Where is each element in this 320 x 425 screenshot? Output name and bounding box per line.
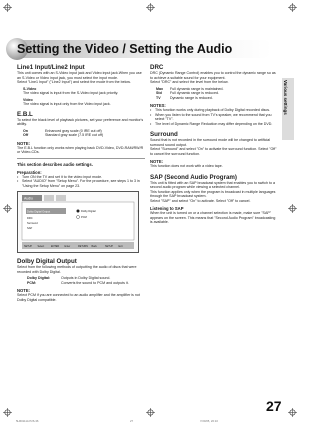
side-tab-label: Various settings (283, 80, 288, 115)
menu-option-pcm: PCM (81, 216, 87, 219)
page-title: Setting the Video / Setting the Audio (17, 42, 233, 56)
registration-mark-icon (146, 408, 155, 417)
drc-tv-label: TV (156, 95, 161, 100)
drc-max-label: Max (156, 86, 163, 91)
surround-note-label: NOTE: (150, 159, 164, 164)
menu-bottom-label: Select (37, 245, 45, 248)
menu-tab-audio: Audio (24, 196, 33, 201)
ebl-note-text: The E.B.L function only works when playing back DVD-Video, DVD-RAM/RW/R or Video-CDs. (17, 145, 144, 154)
prep-bullet-2: • Select "AUDIO" from "Setup Menu". For the procedure, see steps 1 to 3 in "Using the Setup Menu" on page 23. (17, 179, 145, 188)
video-text: The video signal is input only from the Video input jack. (23, 102, 111, 106)
preparation-heading: Preparation: (17, 169, 42, 175)
ebl-on-text: Enhanced gray scale (0 IRE cut off) (45, 128, 102, 133)
menu-item-surround: Surround (27, 222, 38, 225)
drc-body-2: Select "DRC" and select the level from the below. (150, 80, 229, 84)
svideo-label: S-Video (23, 86, 37, 91)
line-input-body: This unit comes with an S-Video input jack and Video input jack.When you use an S-Video or Video input jack, you must select the input mode. (17, 71, 142, 80)
section-side-tab (282, 78, 294, 140)
menu-item-sap: SAP (27, 227, 33, 230)
dolby-dd-label: Dolby Digital: (27, 276, 51, 280)
ebl-off-row (17, 133, 145, 138)
line-input-body-2: Select "Line1 Input" ("Line2 Input") and select the mode from the below. (17, 80, 131, 84)
drc-tv-text: Dynamic range is reduced. (170, 95, 213, 100)
sap-heading: SAP (Second Audio Program) (150, 173, 237, 181)
dolby-pcm-label: PCM: (27, 280, 37, 285)
dolby-heading: Dolby Digital Output (17, 258, 77, 265)
footer-file: 5H60111A P26-36 (16, 419, 39, 423)
surround-heading: Surround (150, 131, 178, 138)
prep-bullet-1-text: Turn ON the TV and set it to the video input mode. (22, 174, 103, 179)
registration-mark-icon (288, 204, 297, 213)
svideo-text: The video signal is input from the S-Video input jack priority. (23, 91, 119, 95)
registration-mark-icon (3, 408, 12, 417)
drc-body: DRC (Dynamic Range Control) enables you to control the dynamic range so as to achieve a suitable sound for your equipment. (150, 71, 276, 80)
menu-option-dolby: Dolby Digital (81, 210, 96, 213)
registration-mark-icon (3, 204, 12, 213)
sap-body-3: Select "SAP" and select "On" to activate. Select "Off" to cancel. (150, 198, 251, 203)
sap-body: This unit is fitted with an SAP broadcast system that enables you to switch to a second audio program while viewing a selected channel. (150, 180, 275, 189)
audio-intro: This section describes audio settings. (17, 161, 93, 167)
drc-std-text: Full dynamic range is reduced. (170, 91, 219, 95)
drc-note-3-text: The level of Dynamic Range Reduction may differ depending on the DVD. (155, 121, 273, 126)
setup-menu-graphic (18, 192, 138, 252)
menu-bottom-label: Exit (118, 245, 123, 248)
setup-menu-screenshot (17, 191, 139, 253)
dolby-pcm-row (17, 281, 145, 286)
menu-bottom-label: SETUP (105, 245, 113, 248)
registration-mark-icon (288, 3, 297, 12)
drc-note-1: • This function works only during playback of Dolby Digital recorded discs. (150, 108, 271, 112)
surround-body: Sound that is not recorded in the surround mode will be changed to artificial surround sound output. (150, 138, 271, 147)
ebl-on-label: On (23, 128, 28, 133)
page-number: 27 (266, 398, 282, 414)
dolby-dd-text: Outputs in Dolby Digital sound. (61, 276, 111, 280)
drc-tv-row (150, 96, 278, 101)
drc-std-label: Std (156, 91, 162, 95)
dolby-pcm-text: Converts the sound to PCM and outputs it. (61, 280, 129, 285)
drc-note-3: • The level of Dynamic Range Reduction may differ depending on the DVD. (150, 121, 273, 126)
drc-note-2-text: When you listen to the sound from TV's speaker, we recommend that you select "TV". (155, 112, 272, 121)
sap-sub-heading: Listening to SAP (150, 206, 184, 211)
video-label: Video (23, 97, 33, 102)
dolby-note-text: Select PCM if you are connected to an audio amplifier and the amplifier is not Dolby Digital compatible. (17, 293, 140, 302)
footer-date: 7/20/05, 20:10 (200, 419, 218, 423)
sap-body-4: When the unit is turned on or a channel selection is made, make sure "SAP" appears on the screen. This means that "Second Audio Program" broadcasting is available. (150, 211, 276, 224)
prep-bullet-1: • Turn ON the TV and set it to the video input mode. (17, 174, 103, 179)
registration-mark-icon (146, 3, 155, 12)
sap-body-2: This function applies only when the program is broadcast in multiple languages through the SAP broadcast system. (150, 189, 276, 198)
ebl-heading: E.B.L (17, 110, 33, 118)
menu-bottom-label: RETURN (78, 245, 88, 248)
registration-mark-icon (288, 408, 297, 417)
surround-body-2: Select "Surround" and select "On" to activate the surround function. Select "Off" to cancel the surround function. (150, 147, 277, 156)
line-input-heading: Line1 Input/Line2 Input (17, 64, 85, 71)
menu-bottom-label: Back (91, 245, 97, 248)
menu-item-dolby: Dolby Digital Output (27, 210, 51, 214)
drc-max-text: Full dynamic range is maintained. (170, 86, 224, 91)
ebl-off-text: Standard gray scale (7.5 IRE cut off) (45, 133, 104, 137)
right-column (150, 64, 278, 225)
ebl-note-label: NOTE: (17, 140, 31, 146)
menu-bottom-label: ENTER (51, 245, 60, 248)
drc-heading: DRC (150, 64, 164, 71)
footer-page: 27 (130, 419, 134, 423)
dolby-note-label: NOTE: (17, 288, 31, 293)
menu-bottom-label: SETUP (24, 245, 32, 248)
section-divider (17, 158, 145, 159)
surround-note-text: This function does not work with a video tape. (150, 164, 223, 168)
drc-note-1-text: This function works only during playback of Dolby Digital recorded discs. (155, 108, 271, 112)
drc-notes-label: NOTES: (150, 103, 166, 108)
registration-mark-icon (3, 3, 12, 12)
left-column (17, 64, 145, 302)
prep-bullet-2-text: Select "AUDIO" from "Setup Menu". For the procedure, see steps 1 to 3 in "Using the Setup Menu" on page 23. (22, 179, 140, 188)
menu-bottom-label: Enter (64, 245, 71, 248)
dolby-body: Select from the following methods of outputting the audio of discs that were recorded with Dolby Digital. (17, 265, 137, 274)
drc-note-2: • When you listen to the sound from TV's speaker, we recommend that you select "TV". (150, 113, 278, 122)
ebl-body: To select the black level of playback pictures, set your preference and monitor's ability. (17, 117, 144, 126)
menu-item-drc: DRC (27, 217, 33, 220)
ebl-off-label: Off (23, 133, 29, 137)
